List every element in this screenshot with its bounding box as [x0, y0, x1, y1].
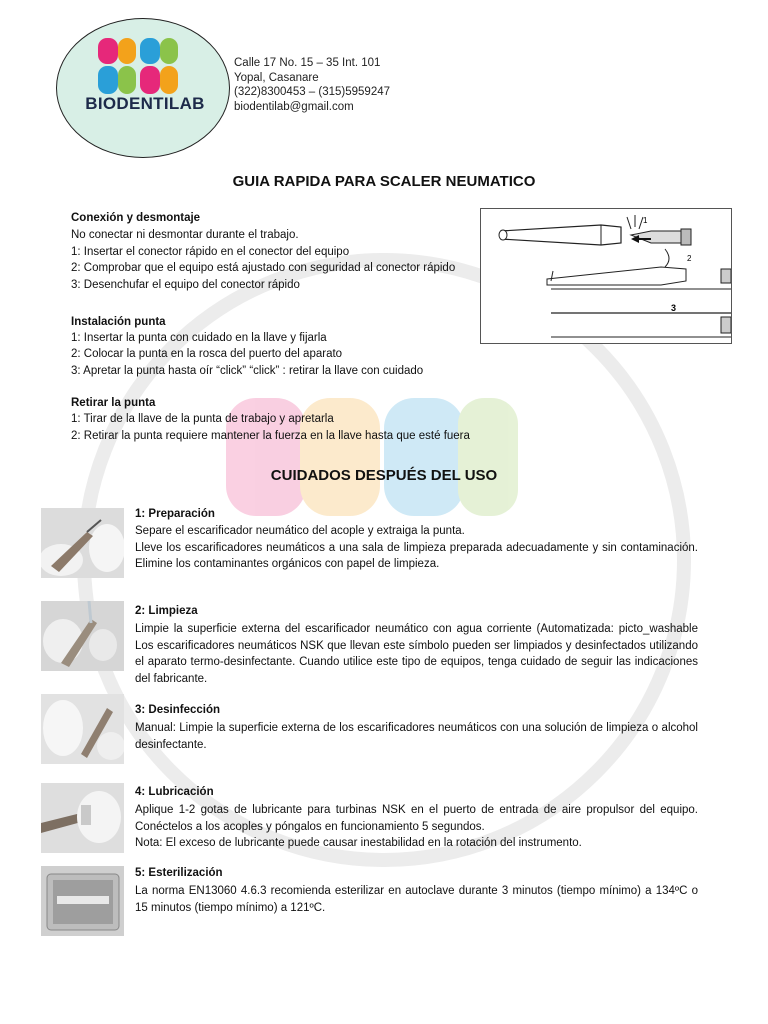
- care-step-body: [135, 802, 698, 852]
- guide-title: GUIA RAPIDA PARA SCALER NEUMATICO: [232, 173, 536, 190]
- care-title: CUIDADOS DESPUÉS DEL USO: [270, 467, 498, 484]
- diagram-label-3: 3: [671, 303, 677, 313]
- handpiece-with-gloves-photo: [41, 508, 124, 578]
- rinsing-under-water-photo: [41, 601, 124, 671]
- contact-email[interactable]: biodentilab@gmail.com: [234, 100, 354, 113]
- section-line: 3: Desenchufar el equipo del conector rápido: [71, 279, 300, 291]
- lubricant-spray-photo: [41, 783, 124, 853]
- handpiece-diagram: [481, 209, 731, 343]
- care-step-heading: 1: Preparación: [135, 508, 215, 520]
- care-step-paragraph: Manual: Limpie la superficie externa de los escarificadores neumáticos con una solución de limpieza o alcohol desinfectante.: [135, 722, 698, 751]
- section-line: No conectar ni desmontar durante el trabajo.: [71, 229, 299, 241]
- care-step-paragraph: Limpie la superficie externa del escarificador neumático con agua corriente (Automatizada: picto_washable Los escarificadores neumáticos NSK que llevan este símbolo pueden ser limpiados y desinfectados utilizando el aparato termo-desinfectante. Cuando utilice este tipo de equipos, tenga cuidado de seguir las indicaciones del fabricante.: [135, 623, 698, 685]
- care-step-paragraph: Lleve los escarificadores neumáticos a una sala de limpieza preparada adecuadamente y sin contaminación. Elimine los contaminantes orgánicos con papel de limpieza.: [135, 541, 698, 570]
- care-step-paragraph: La norma EN13060 4.6.3 recomienda esterilizar en autoclave durante 3 minutos (tiempo mínimo) a 134ºC o 15 minutos (tiempo mínimo) a 121ºC.: [135, 885, 698, 914]
- wiping-with-cloth-photo: [41, 694, 124, 764]
- care-step-body: [135, 523, 698, 573]
- section-heading-tip-remove: Retirar la punta: [71, 397, 156, 409]
- section-line: 1: Insertar la punta con cuidado en la llave y fijarla: [71, 332, 327, 344]
- logo-wordmark: BIODENTILAB: [85, 94, 205, 113]
- autoclave-photo: [41, 866, 124, 936]
- section-line: 2: Colocar la punta en la rosca del puerto del aparato: [71, 348, 343, 360]
- section-heading-connection: Conexión y desmontaje: [71, 212, 201, 224]
- section-line: 1: Insertar el conector rápido en el conector del equipo: [71, 246, 350, 258]
- care-step-heading: 3: Desinfección: [135, 704, 220, 716]
- care-step-paragraph: Separe el escarificador neumático del acople y extraiga la punta.: [135, 525, 465, 537]
- contact-phones: (322)8300453 – (315)5959247: [234, 86, 391, 98]
- care-step-body: [135, 621, 698, 687]
- section-line: 1: Tirar de la llave de la punta de trabajo y apretarla: [71, 413, 334, 425]
- care-step-paragraph: Nota: El exceso de lubricante puede causar inestabilidad en la rotación del instrumento.: [135, 837, 582, 849]
- contact-city: Yopal, Casanare: [234, 71, 319, 84]
- section-heading-tip-install: Instalación punta: [71, 316, 166, 328]
- connector-diagram: [480, 208, 732, 344]
- care-step-heading: 5: Esterilización: [135, 867, 223, 879]
- care-step-heading: 4: Lubricación: [135, 786, 214, 798]
- section-line: 2: Retirar la punta requiere mantener la fuerza en la llave hasta que esté fuera: [71, 430, 470, 442]
- care-step-body: [135, 883, 698, 916]
- diagram-label-1: 1: [643, 216, 648, 225]
- diagram-label-2: 2: [687, 254, 692, 263]
- section-line: 3: Apretar la punta hasta oír “click” “click” : retirar la llave con cuidado: [71, 365, 424, 377]
- contact-address: Calle 17 No. 15 – 35 Int. 101: [234, 57, 381, 69]
- section-line: 2: Comprobar que el equipo está ajustado con seguridad al conector rápido: [71, 262, 456, 274]
- contact-block: [234, 56, 390, 114]
- biodentilab-logo-mark: [96, 36, 180, 98]
- care-step-body: [135, 720, 698, 753]
- care-step-heading: 2: Limpieza: [135, 605, 198, 617]
- care-step-paragraph: Aplique 1-2 gotas de lubricante para turbinas NSK en el puerto de entrada de aire propulsor del equipo. Conéctelos a los acoples y póngalos en funcionamiento 5 segundos.: [135, 804, 698, 833]
